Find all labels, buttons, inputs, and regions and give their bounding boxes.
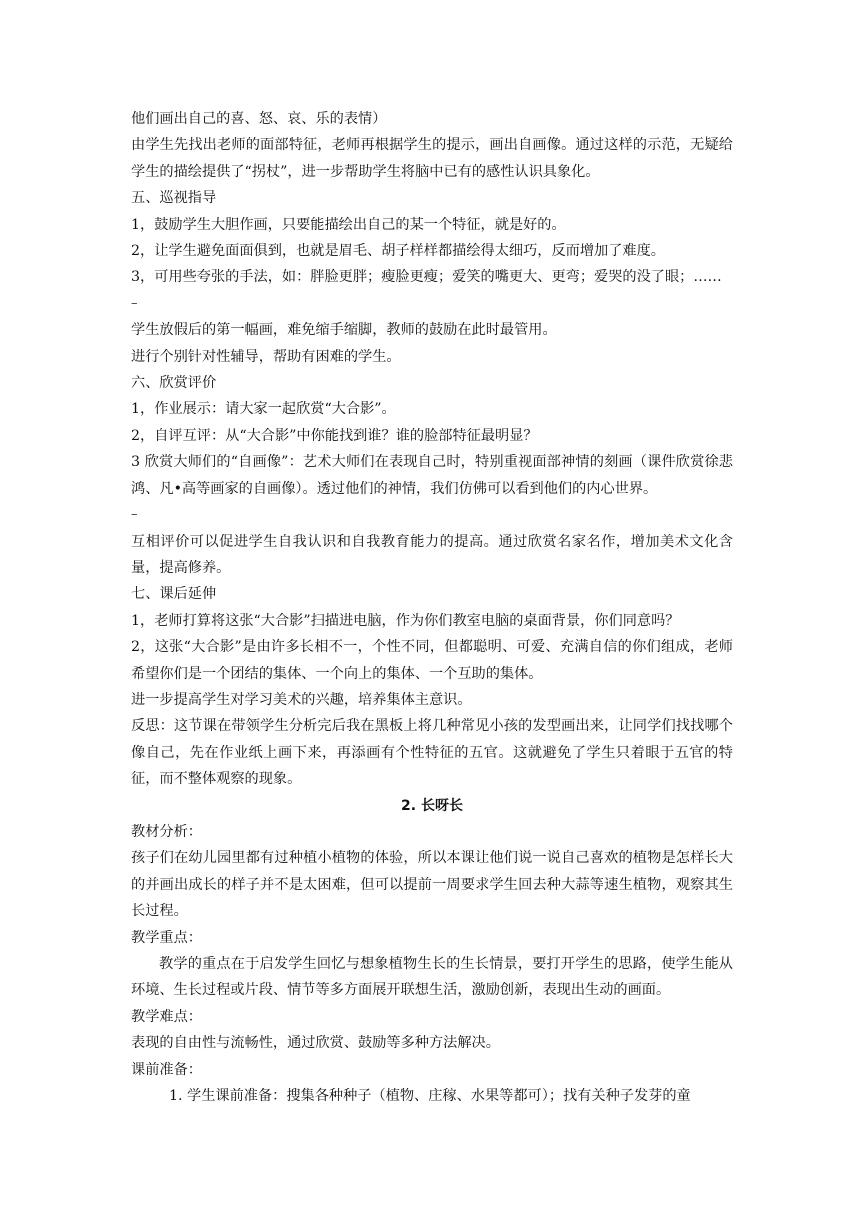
reflection-paragraph: 反思：这节课在带领学生分析完后我在黑板上将几种常见小孩的发型画出来，让同学们找找哪个像自己，先在作业纸上画下来，再添画有个性特征的五官。这就避免了学生只着眼于五官的特征，而不整体观察的现象。	[131, 718, 733, 788]
paragraph: 教学的重点在于启发学生回忆与想象植物生长的生长情景，要打开学生的思路，使学生能从环境、生长过程或片段、情节等多方面展开联想生活，激励创新，表现出生动的画面。	[131, 956, 733, 999]
list-item: 1，作业展示：请大家一起欣赏“大合影”。	[131, 401, 396, 418]
list-item: 3，可用些夸张的手法，如：胖脸更胖；瘦脸更瘦；爱笑的嘴更大、更弯；爱哭的没了眼；……	[131, 269, 722, 286]
dash-mark: –	[131, 295, 138, 311]
list-item: 1. 学生课前准备：搜集各种种子（植物、庄稼、水果等都可）；找有关种子发芽的童	[169, 1088, 691, 1105]
paragraph: 进行个别针对性辅导，帮助有困难的学生。	[131, 348, 401, 365]
list-item: 1，鼓励学生大胆作画，只要能描绘出自己的某一个特征，就是好的。	[131, 216, 566, 233]
list-item: 2，这张“大合影”是由许多长相不一，个性不同，但都聪明、可爱、充满自信的你们组成，老师希望你们是一个团结的集体、一个向上的集体、一个互助的集体。	[131, 639, 733, 682]
list-item: 2，让学生避免面面俱到，也就是眉毛、胡子样样都描绘得太细巧，反而增加了难度。	[131, 243, 665, 260]
list-item: 2，自评互评：从“大合影”中你能找到谁？谁的脸部特征最明显？	[131, 427, 538, 444]
document-body	[131, 106, 733, 1109]
section-heading: 七、课后延伸	[131, 586, 217, 603]
text-line: 他们画出自己的喜、怒、哀、乐的表情）	[131, 111, 387, 127]
paragraph: 学生放假后的第一幅画，难免缩手缩脚，教师的鼓励在此时最管用。	[131, 322, 557, 339]
paragraph: 表现的自由性与流畅性，通过欣赏、鼓励等多种方法解决。	[131, 1035, 500, 1052]
dash-mark: –	[131, 507, 138, 523]
subheading: 课前准备：	[131, 1061, 202, 1078]
lesson-title: 2. 长呀长	[401, 797, 463, 814]
paragraph: 孩子们在幼儿园里都有过种植小植物的体验，所以本课让他们说一说自己喜欢的植物是怎样长大的并画出成长的样子并不是太困难，但可以提前一周要求学生回去种大蒜等速生植物，观察其生长过程。	[131, 850, 733, 920]
paragraph: 进一步提高学生对学习美术的兴趣，培养集体主意识。	[131, 691, 472, 708]
paragraph: 互相评价可以促进学生自我认识和自我教育能力的提高。通过欣赏名家名作，增加美术文化含量，提高修养。	[131, 533, 733, 576]
subheading: 教学重点：	[131, 929, 202, 946]
list-item: 1，老师打算将这张“大合影”扫描进电脑，作为你们教室电脑的桌面背景，你们同意吗？	[131, 612, 680, 629]
section-heading: 五、巡视指导	[131, 190, 217, 207]
list-item: 3 欣赏大师们的“自画像”：艺术大师们在表现自己时，特别重视面部神情的刻画（课件欣赏徐悲鸿、凡•高等画家的自画像）。透过他们的神情，我们仿佛可以看到他们的内心世界。	[131, 454, 733, 497]
subheading: 教材分析：	[131, 823, 202, 840]
section-heading: 六、欣赏评价	[131, 375, 217, 392]
paragraph: 由学生先找出老师的面部特征，老师再根据学生的提示，画出自画像。通过这样的示范，无疑给学生的描绘提供了“拐杖”，进一步帮助学生将脑中已有的感性认识具象化。	[131, 137, 733, 180]
subheading: 教学难点：	[131, 1008, 202, 1025]
